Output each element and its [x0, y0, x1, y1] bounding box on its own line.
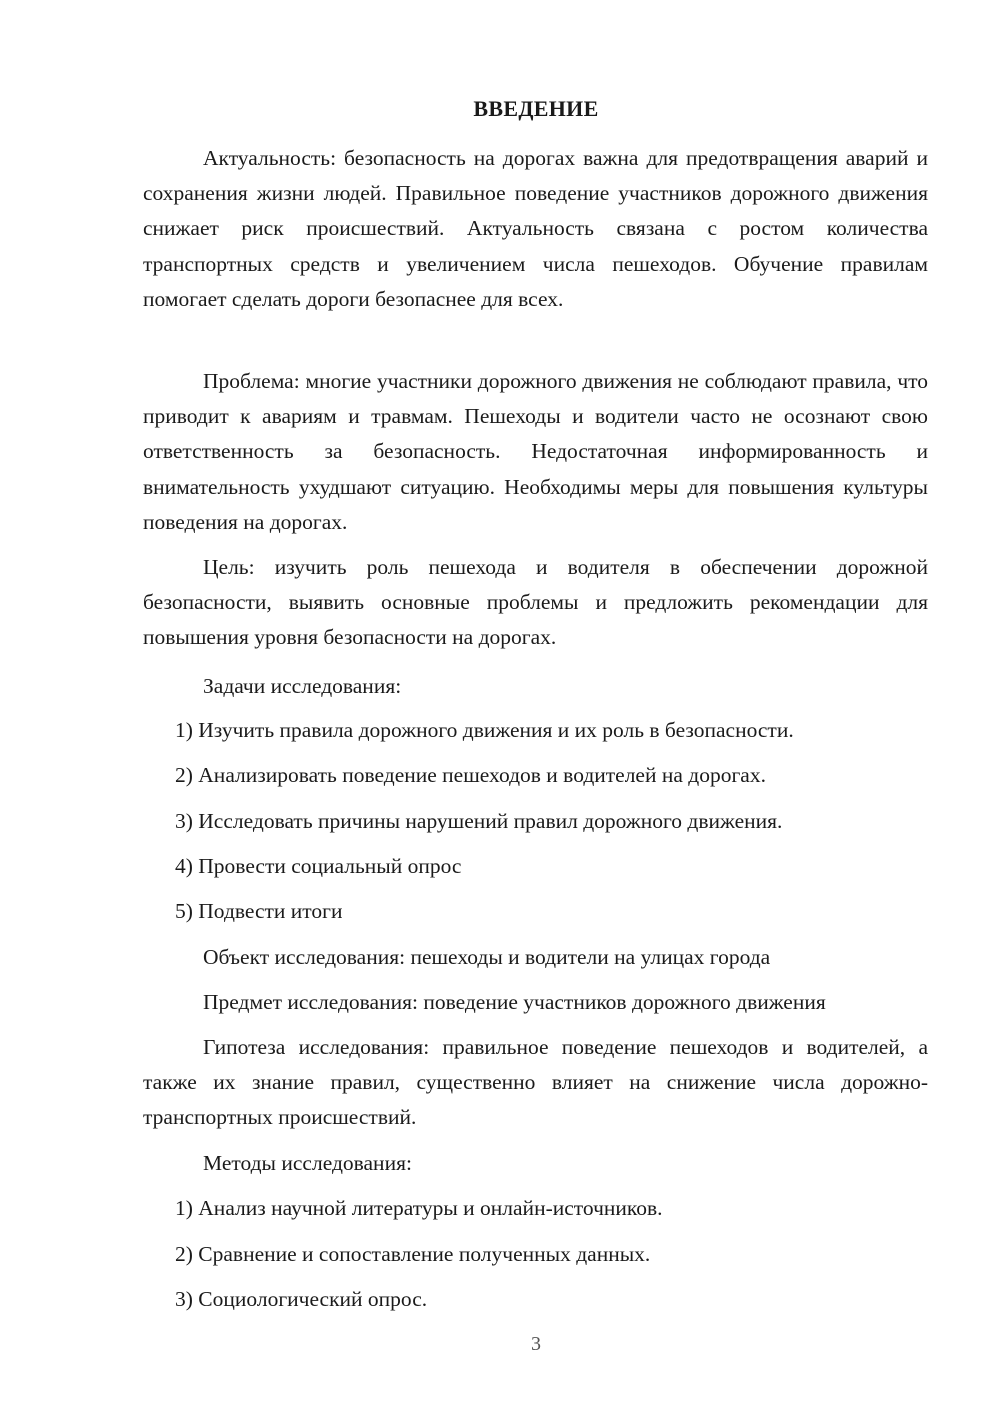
- method-item-1: 1) Анализ научной литературы и онлайн-источников.: [175, 1196, 663, 1220]
- research-object: Объект исследования: пешеходы и водители на улицах города: [203, 945, 771, 969]
- methods-title: Методы исследования:: [203, 1151, 412, 1175]
- task-item-3: 3) Исследовать причины нарушений правил дорожного движения.: [175, 809, 783, 833]
- paragraph-goal: Цель: изучить роль пешехода и водителя в обеспечении дорожной безопасности, выявить основные проблемы и предложить рекомендации для повышения уровня безопасности на дорогах.: [143, 555, 928, 650]
- tasks-title: Задачи исследования:: [203, 674, 402, 698]
- task-item-4: 4) Провести социальный опрос: [175, 854, 462, 878]
- task-item-1: 1) Изучить правила дорожного движения и их роль в безопасности.: [175, 718, 794, 742]
- page-number: 3: [531, 1333, 541, 1355]
- paragraph-problem: Проблема: многие участники дорожного движения не соблюдают правила, что приводит к авариям и травмам. Пешеходы и водители часто не осознают свою ответственность за безопасность. Недостаточная информированность и внимательность ухудшают ситуацию. Необходимы меры для повышения культуры поведения на дорогах.: [143, 369, 928, 534]
- paragraph-relevance: Актуальность: безопасность на дорогах важна для предотвращения аварий и сохранения жизни людей. Правильное поведение участников дорожного движения снижает риск происшествий. Актуальность связана с ростом количества транспортных средств и увеличением числа пешеходов. Обучение правилам помогает сделать дороги безопаснее для всех.: [143, 146, 928, 311]
- method-item-3: 3) Социологический опрос.: [175, 1287, 428, 1311]
- research-subject: Предмет исследования: поведение участников дорожного движения: [203, 990, 826, 1014]
- method-item-2: 2) Сравнение и сопоставление полученных данных.: [175, 1242, 651, 1266]
- task-item-2: 2) Анализировать поведение пешеходов и водителей на дорогах.: [175, 763, 766, 787]
- task-item-5: 5) Подвести итоги: [175, 899, 343, 923]
- page-title: ВВЕДЕНИЕ: [473, 96, 599, 121]
- paragraph-hypothesis: Гипотеза исследования: правильное поведение пешеходов и водителей, а также их знание правил, существенно влияет на снижение числа дорожно-транспортных происшествий.: [143, 1035, 928, 1130]
